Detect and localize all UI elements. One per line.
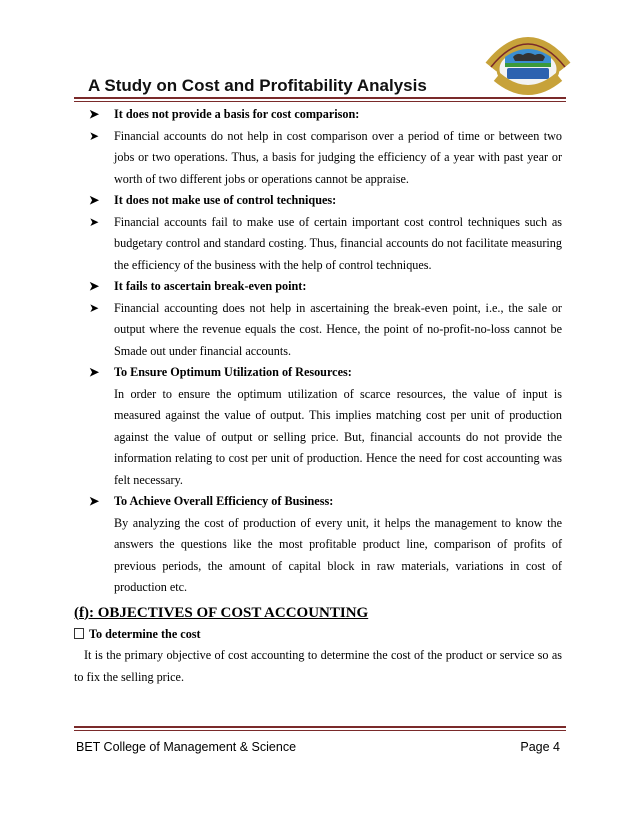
bullet-heading: ➤ To Ensure Optimum Utilization of Resources: [74,362,562,384]
section-body: It is the primary objective of cost accounting to determine the cost of the product or service so as to fix the selling price. [74,648,562,684]
arrow-bullet-icon: ➤ [89,193,100,207]
arrow-bullet-icon: ➤ [89,365,100,379]
arrow-bullet-icon: ➤ [89,128,100,143]
header-rule [74,97,566,99]
checkbox-glyph-icon [74,628,84,639]
bullet-text: ➤ Financial accounting does not help in ascertaining the break-even point, i.e., the sale or output where the revenue equals the cost. Hence, the point of no-profit-no-loss cannot be Smade out under financial accounts. [74,298,562,363]
arrow-bullet-icon: ➤ [89,494,100,508]
arrow-bullet-icon: ➤ [89,279,100,293]
footer-college-name: BET College of Management & Science [76,740,297,754]
bullet-text: ➤ Financial accounts fail to make use of certain important cost control techniques such as budgetary control and standard costing. Thus, financial accounts do not facilitate measuring the efficiency of the business with the help of control techniques. [74,212,562,277]
bullet-heading: ➤ It fails to ascertain break-even point: [74,276,562,298]
bullet-heading: ➤ It does not provide a basis for cost comparison: [74,104,562,126]
page-header-title: A Study on Cost and Profitability Analysis [88,76,427,95]
arrow-bullet-icon: ➤ [89,214,100,229]
page-number: Page 4 [520,740,560,754]
bullet-heading: ➤ To Achieve Overall Efficiency of Business: [74,491,562,513]
bullet-text: ➤ Financial accounts do not help in cost comparison over a period of time or between two jobs or two operations. Thus, a basis for judging the efficiency of a year with past year or worth of two different jobs or operations cannot be appraise. [74,126,562,191]
efficiency-paragraph: By analyzing the cost of production of every unit, it helps the management to know the answers the questions like the most profitable product line, comparison of profits of previous periods, the amount of capital block in raw materials, variations in cost of production etc. [114,515,562,594]
footer-rule-thin [74,730,566,731]
nandini-logo [483,27,573,97]
arrow-bullet-icon: ➤ [89,300,100,315]
header-rule-thin [74,101,566,102]
page-content [74,104,562,688]
resources-paragraph: In order to ensure the optimum utilization of scarce resources, the value of input is measured against the value of output. This implies matching cost per unit of production against the value of output or selling price. But, financial accounts do not provide the information relating to cost per unit of production. Hence the need for cost accounting was felt necessary. [114,386,562,487]
footer-rule [74,726,566,728]
section-heading: (f): OBJECTIVES OF COST ACCOUNTING [74,604,369,621]
sub-heading: To determine the cost [74,624,562,646]
bullet-heading: ➤ It does not make use of control techniques: [74,190,562,212]
arrow-bullet-icon: ➤ [89,107,100,121]
